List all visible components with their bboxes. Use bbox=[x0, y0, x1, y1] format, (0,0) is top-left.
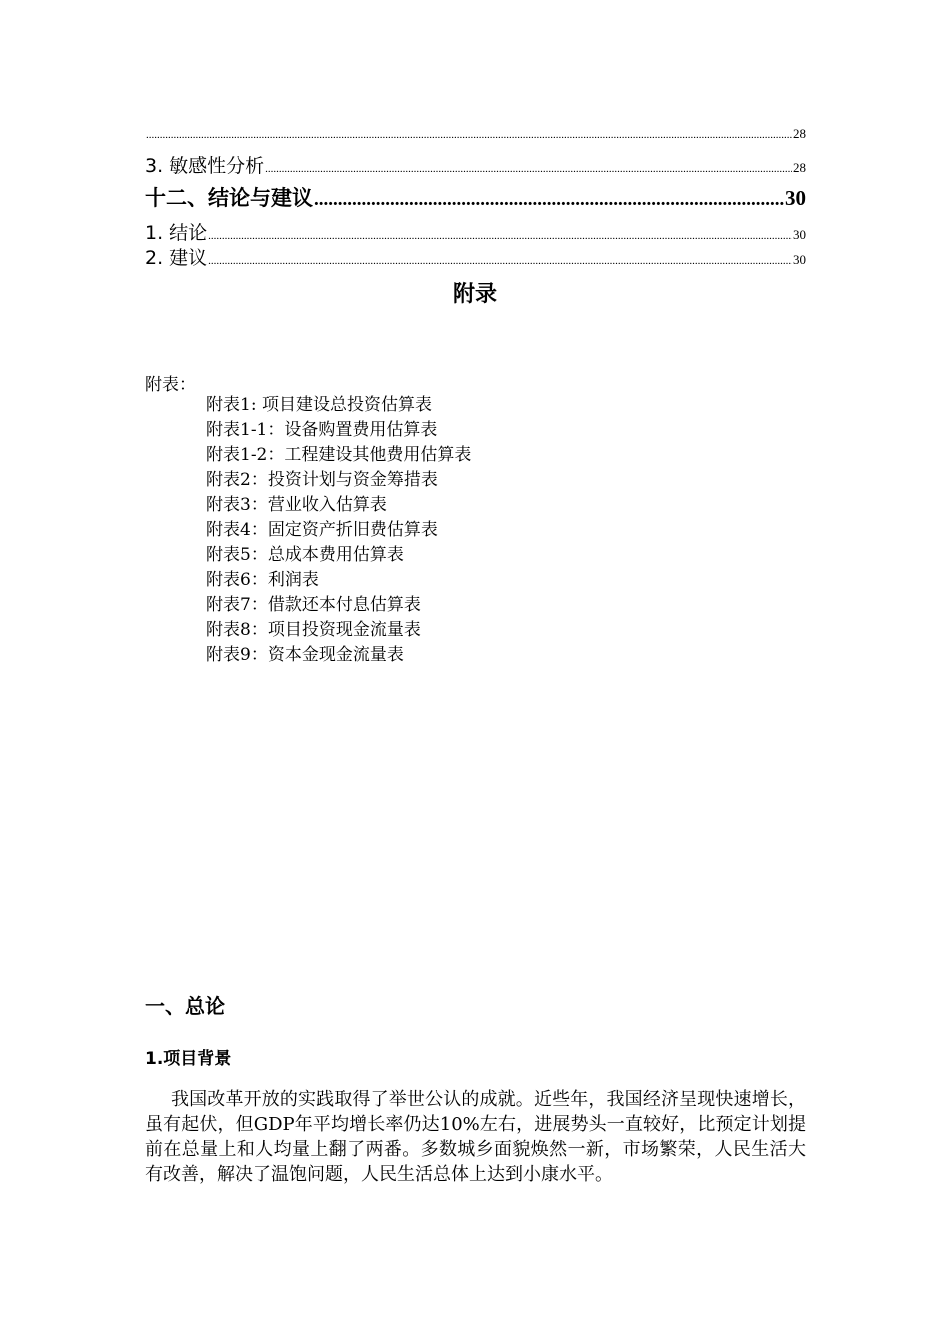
toc-page-number: 30 bbox=[793, 227, 806, 242]
list-item: 附表2：投资计划与资金筹措表 bbox=[206, 470, 438, 490]
toc-entry-conclusions-and-recommendations[interactable] bbox=[145, 182, 806, 212]
list-item: 附表9：资本金现金流量表 bbox=[206, 645, 404, 665]
toc-entry-label: 十二、结论与建议 bbox=[145, 185, 313, 210]
list-item: 附表3：营业收入估算表 bbox=[206, 495, 387, 515]
appendix-tables-label: 附表： bbox=[145, 375, 196, 395]
toc-entry-label: 3. 敏感性分析 bbox=[145, 155, 265, 177]
toc-page-number: 28 bbox=[793, 160, 806, 175]
list-item: 附表1-1：设备购置费用估算表 bbox=[206, 420, 438, 440]
subsection-heading: 1.项目背景 bbox=[145, 1049, 232, 1069]
toc-page-number: 28 bbox=[793, 126, 806, 141]
toc-entry-label: 2. 建议 bbox=[145, 247, 208, 269]
toc-leader bbox=[265, 163, 792, 175]
toc-leader bbox=[314, 189, 784, 211]
toc-leader bbox=[208, 230, 792, 242]
toc-entry-sensitivity-analysis[interactable] bbox=[145, 151, 806, 178]
toc-leader bbox=[146, 129, 792, 141]
list-item: 附表4：固定资产折旧费估算表 bbox=[206, 520, 438, 540]
list-item: 附表8：项目投资现金流量表 bbox=[206, 620, 421, 640]
toc-entry-label: 1. 结论 bbox=[145, 222, 208, 244]
toc-page-number: 30 bbox=[793, 252, 806, 267]
toc-leader bbox=[208, 255, 792, 267]
section-heading: 一、总论 bbox=[145, 994, 225, 1018]
toc-page-number: 30 bbox=[785, 186, 806, 210]
list-item: 附表1: 项目建设总投资估算表 bbox=[206, 395, 432, 415]
body-paragraph: 我国改革开放的实践取得了举世公认的成就。近些年，我国经济呈现快速增长，虽有起伏，但GDP年平均增长率仍达10%左右，进展势头一直较好，比预定计划提前在总量上和人均量上翻了两番。多数城乡面貌焕然一新，市场繁荣，人民生活大有改善，解决了温饱问题，人民生活总体上达到小康水平。 bbox=[145, 1089, 806, 1185]
appendix-table-list bbox=[206, 393, 471, 668]
list-item: 附表7：借款还本付息估算表 bbox=[206, 595, 421, 615]
toc-entry-recommendations[interactable] bbox=[145, 243, 806, 270]
list-item: 附表1-2：工程建设其他费用估算表 bbox=[206, 445, 472, 465]
list-item: 附表5：总成本费用估算表 bbox=[206, 545, 404, 565]
toc-entry-conclusion[interactable] bbox=[145, 218, 806, 245]
appendix-title: 附录 bbox=[452, 282, 497, 307]
toc-continued-line bbox=[145, 126, 806, 142]
list-item: 附表6：利润表 bbox=[206, 570, 319, 590]
